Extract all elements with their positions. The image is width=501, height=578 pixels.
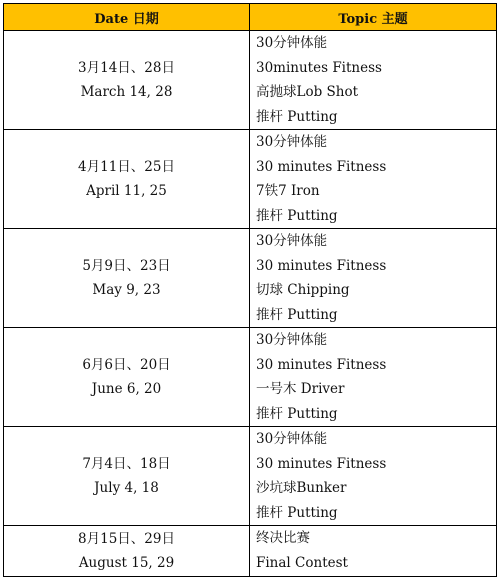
topic-item: 30minutes Fitness [256, 59, 382, 76]
date-chinese: 3月14日、28日 [78, 60, 175, 76]
date-english: August 15, 29 [78, 555, 175, 571]
topic-cell [250, 130, 497, 229]
topic-cell [250, 526, 497, 577]
table-row [4, 328, 497, 427]
topic-cell [250, 427, 497, 526]
date-chinese: 5月9日、23日 [82, 258, 171, 274]
topic-item: Final Contest [256, 554, 348, 571]
topic-item: 推杆 Putting [256, 207, 338, 224]
date-english: May 9, 23 [92, 282, 161, 298]
date-chinese: 8月15日、29日 [78, 531, 175, 547]
topic-item: 30 minutes Fitness [256, 158, 387, 175]
topic-item: 30分钟体能 [256, 134, 328, 150]
date-english: April 11, 25 [86, 183, 167, 199]
topic-item: 30分钟体能 [256, 35, 328, 51]
topic-item: 一号木 Driver [256, 381, 345, 397]
date-english: July 4, 18 [94, 480, 159, 496]
table-row [4, 526, 497, 577]
date-english: March 14, 28 [80, 84, 173, 100]
topic-item: 推杆 Putting [256, 108, 338, 125]
topic-item: 终决比赛 [256, 530, 310, 546]
date-chinese: 4月11日、25日 [78, 159, 175, 175]
date-english: June 6, 20 [91, 381, 162, 397]
date-cell [4, 229, 250, 328]
topic-cell [250, 229, 497, 328]
date-chinese: 7月4日、18日 [82, 456, 171, 472]
topic-item: 7铁7 Iron [256, 183, 320, 199]
table-row [4, 31, 497, 130]
topic-item: 30 minutes Fitness [256, 257, 387, 274]
topic-item: 推杆 Putting [256, 306, 338, 323]
topic-item: 30 minutes Fitness [256, 455, 387, 472]
date-column-header: Date 日期 [4, 4, 250, 31]
table-row [4, 229, 497, 328]
date-chinese: 6月6日、20日 [82, 357, 171, 373]
table-row [4, 427, 497, 526]
date-cell [4, 427, 250, 526]
topic-item: 30分钟体能 [256, 431, 328, 447]
topic-item: 30 minutes Fitness [256, 356, 387, 373]
table-row [4, 130, 497, 229]
topic-cell [250, 31, 497, 130]
topic-item: 切球 Chipping [256, 282, 350, 298]
header-row [4, 4, 497, 31]
topic-item: 推杆 Putting [256, 405, 338, 422]
date-cell [4, 130, 250, 229]
topic-item: 30分钟体能 [256, 332, 328, 348]
topic-item: 推杆 Putting [256, 504, 338, 521]
topic-item: 高抛球Lob Shot [256, 84, 359, 100]
date-cell [4, 328, 250, 427]
date-cell [4, 526, 250, 577]
topic-cell [250, 328, 497, 427]
topic-item: 沙坑球Bunker [256, 480, 347, 496]
schedule-table [3, 3, 497, 577]
topic-column-header: Topic 主题 [250, 4, 497, 31]
topic-item: 30分钟体能 [256, 233, 328, 249]
date-cell [4, 31, 250, 130]
